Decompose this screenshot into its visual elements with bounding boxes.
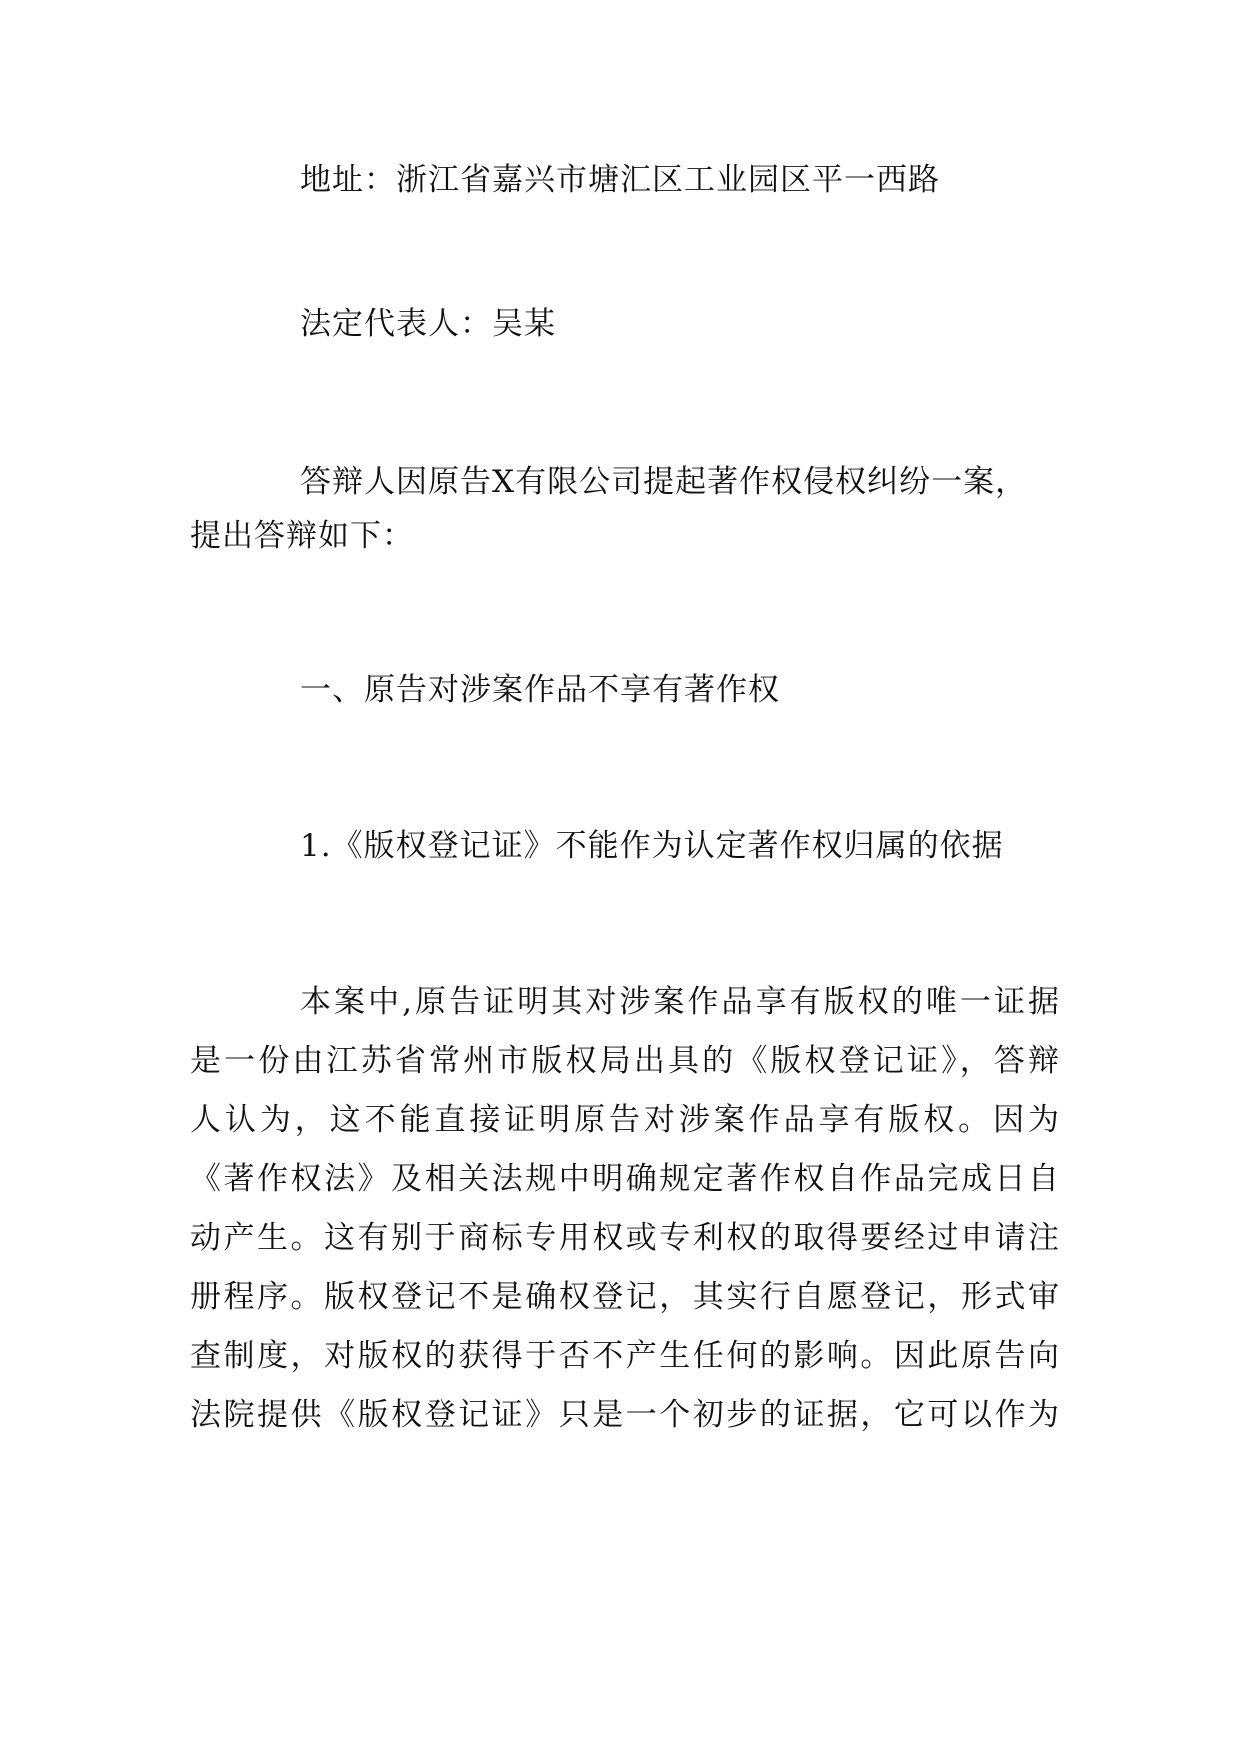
- body-line: 查制度，对版权的获得于否不产生任何的影响。因此原告向: [190, 1338, 1060, 1374]
- subsection-heading: 1.《版权登记证》不能作为认定著作权归属的依据: [300, 828, 1004, 864]
- body-line: 本案中,原告证明其对涉案作品享有版权的唯一证据: [300, 984, 1060, 1020]
- body-line: 动产生。这有别于商标专用权或专利权的取得要经过申请注: [190, 1220, 1060, 1256]
- body-line: 《著作权法》及相关法规中明确规定著作权自作品完成日自: [190, 1161, 1060, 1197]
- legal-representative-line: 法定代表人：吴某: [300, 306, 556, 342]
- body-line: 法院提供《版权登记证》只是一个初步的证据，它可以作为: [190, 1397, 1060, 1433]
- intro-line-1: 答辩人因原告X有限公司提起著作权侵权纠纷一案，: [300, 464, 1028, 500]
- body-line: 册程序。版权登记不是确权登记，其实行自愿登记，形式审: [190, 1279, 1060, 1315]
- body-paragraph: [190, 973, 1060, 1445]
- intro-line-2: 提出答辩如下：: [190, 518, 414, 554]
- body-line: 是一份由江苏省常州市版权局出具的《版权登记证》，答辩: [190, 1043, 1060, 1079]
- section-heading: 一、原告对涉案作品不享有著作权: [300, 672, 780, 708]
- body-line: 人认为，这不能直接证明原告对涉案作品享有版权。因为: [190, 1102, 1060, 1138]
- address-line: 地址：浙江省嘉兴市塘汇区工业园区平一西路: [300, 162, 940, 198]
